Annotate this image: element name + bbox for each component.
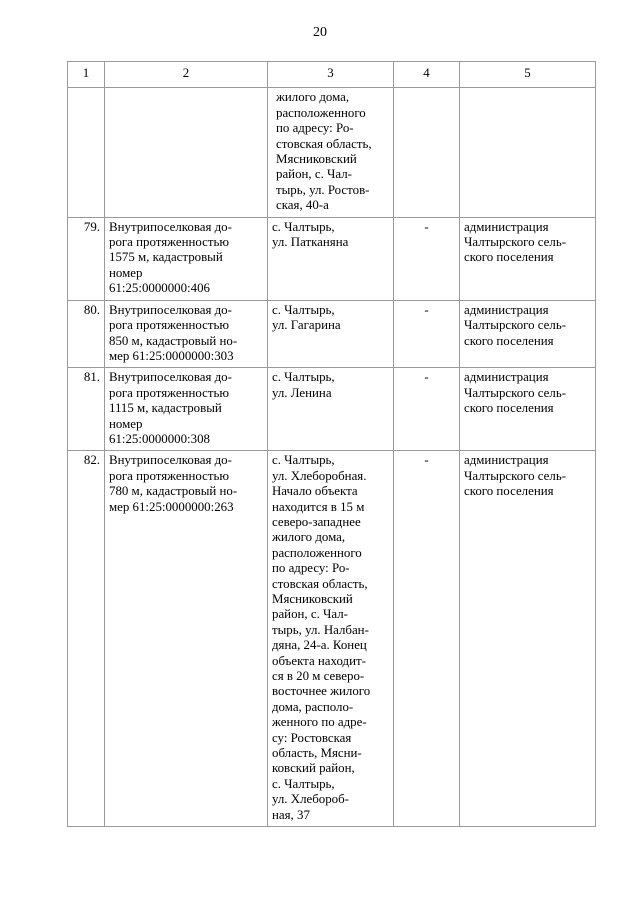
cell-owner: администрация Чалтырского сель- ского поселения	[460, 451, 596, 827]
cell-area: -	[394, 451, 460, 827]
cell-owner: администрация Чалтырского сель- ского поселения	[460, 368, 596, 451]
cell-num: 79.	[68, 217, 105, 300]
table-row	[68, 217, 596, 300]
cell-name: Внутрипоселковая до- рога протяженностью 1115 м, кадастровый номер 61:25:0000000:308	[105, 368, 268, 451]
cell-num: 81.	[68, 368, 105, 451]
cell-location: жилого дома, расположенного по адресу: Ро- стовская область, Мясниковский район, с. Чал- тырь, ул. Ростов- ская, 40-а	[268, 88, 394, 217]
cell-location: с. Чалтырь, ул. Патканяна	[268, 217, 394, 300]
cell-area: -	[394, 300, 460, 368]
table-header-row	[68, 62, 596, 88]
column-header-5: 5	[460, 62, 596, 88]
cell-area: -	[394, 368, 460, 451]
column-header-4: 4	[394, 62, 460, 88]
table-row	[68, 451, 596, 827]
column-header-2: 2	[105, 62, 268, 88]
cell-num: 82.	[68, 451, 105, 827]
table-row	[68, 300, 596, 368]
cell-num	[68, 88, 105, 217]
cell-owner	[460, 88, 596, 217]
column-header-3: 3	[268, 62, 394, 88]
registry-table	[67, 61, 596, 827]
cell-name	[105, 88, 268, 217]
cell-owner: администрация Чалтырского сель- ского поселения	[460, 300, 596, 368]
cell-location: с. Чалтырь, ул. Хлеборобная. Начало объекта находится в 15 м северо-западнее жилого дома, расположенного по адресу: Ро- стовская область, Мясниковский район, с. Чал- тырь, ул. Налбан- дяна, 24-а. Конец объекта находит- ся в 20 м северо- восточнее жилого дома, располо- женного по адре- су: Ростовская область, Мясни- ковский район, с. Чалтырь, ул. Хлебороб- ная, 37	[268, 451, 394, 827]
cell-name: Внутрипоселковая до- рога протяженностью 850 м, кадастровый но- мер 61:25:0000000:303	[105, 300, 268, 368]
cell-name: Внутрипоселковая до- рога протяженностью 1575 м, кадастровый номер 61:25:0000000:406	[105, 217, 268, 300]
cell-location: с. Чалтырь, ул. Ленина	[268, 368, 394, 451]
cell-location: с. Чалтырь, ул. Гагарина	[268, 300, 394, 368]
cell-owner: администрация Чалтырского сель- ского поселения	[460, 217, 596, 300]
cell-name: Внутрипоселковая до- рога протяженностью 780 м, кадастровый но- мер 61:25:0000000:263	[105, 451, 268, 827]
table-row	[68, 368, 596, 451]
cell-area: -	[394, 217, 460, 300]
page-number: 20	[313, 25, 327, 40]
column-header-1: 1	[68, 62, 105, 88]
table-row-continuation	[68, 88, 596, 217]
cell-num: 80.	[68, 300, 105, 368]
cell-area	[394, 88, 460, 217]
